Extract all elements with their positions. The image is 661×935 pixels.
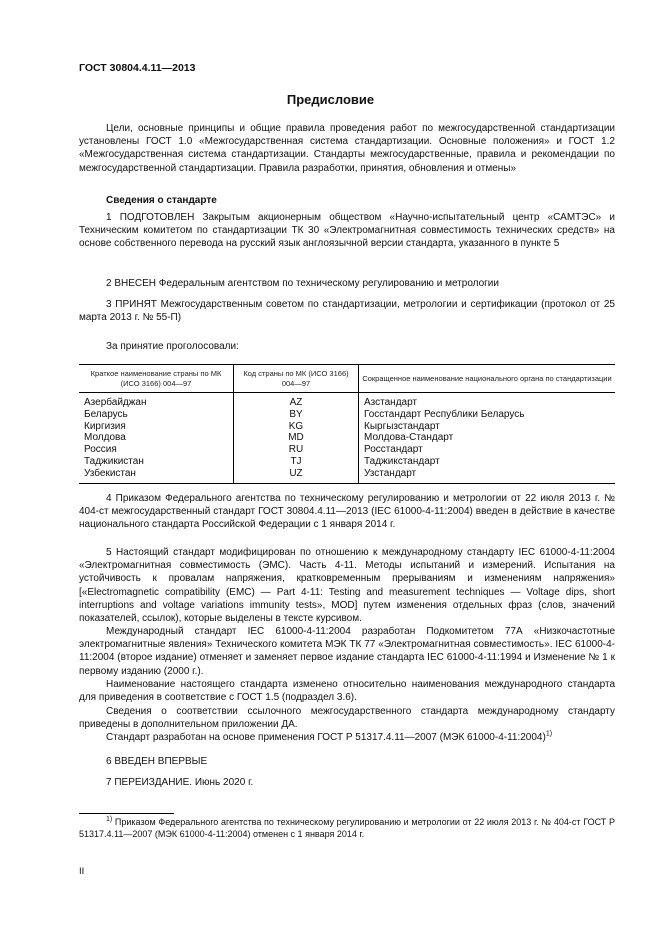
paragraph-6: 6 ВВЕДЕН ВПЕРВЫЕ (106, 756, 208, 767)
intro-paragraph: Цели, основные принципы и общие правила проведения работ по межгосударственной стандартизации установлены ГОСТ 1.0 «Межгосударственная система стандартизации. Основные положения» и ГОСТ 1.2 «Межгосударственная система стандартизации. Стандарты межгосударственные, правила и рекомендации по межгосударственной стандартизации. Правила разработки, принятия, обновления и отмены» (79, 123, 615, 174)
code-cell: TJ (234, 456, 359, 468)
paragraph-4: 4 Приказом Федерального агентства по техническому регулированию и метрологии от 22 июля 2013 г. № 404-ст межгосударственный стандарт ГОСТ 30804.4.11—2013 (IEC 61000-4-11:2004) введен в действие в качестве национального стандарта Российской Федерации с 1 января 2014 г. (79, 493, 615, 531)
country-cell: Таджикистан (79, 456, 234, 468)
code-cell: RU (234, 444, 359, 456)
code-cell: AZ (234, 393, 359, 409)
paragraph-5-name-change: Наименование настоящего стандарта изменено относительно наименования международного стандарта для приведения в соответствие с ГОСТ 1.5 (подраздел 3.6). (79, 679, 615, 704)
country-cell: Беларусь (79, 409, 234, 421)
paragraph-3: 3 ПРИНЯТ Межгосударственным советом по стандартизации, метрологии и сертификации (протокол от 25 марта 2013 г. № 55-П) (79, 299, 615, 324)
code-cell: UZ (234, 468, 359, 483)
paragraph-5-annex: Сведения о соответствии ссылочного межгосударственного стандарта международному стандарту приведены в дополнительном приложении ДА. (79, 706, 615, 731)
table-row (79, 421, 615, 433)
code-cell: BY (234, 409, 359, 421)
page-title: Предисловие (286, 92, 375, 107)
code-cell: KG (234, 421, 359, 433)
country-cell: Азербайджан (79, 393, 234, 409)
footnote (79, 816, 615, 840)
table-header-code: Код страны по МК (ИСО 3166) 004—97 (234, 365, 359, 393)
body-cell: Росстандарт (364, 444, 423, 456)
table-row (79, 456, 615, 468)
basis-text: Стандарт разработан на основе применения ГОСТ Р 51317.4.11—2007 (МЭК 61000-4-11:2004) (106, 732, 546, 743)
document-code: ГОСТ 30804.4.11—2013 (79, 62, 196, 74)
table-row (79, 432, 615, 444)
paragraph-1: 1 ПОДГОТОВЛЕН Закрытым акционерным обществом «Научно-испытательный центр «САМТЭС» и Техническим комитетом по стандартизации ТК 30 «Электромагнитная совместимость технических средств» на основе собственного перевода на русский язык англоязычной версии стандарта, указанного в пункте 5 (79, 212, 615, 250)
body-cell: Кыргызстандарт (364, 420, 440, 432)
table-header-row (79, 365, 615, 393)
paragraph-5-international-standard: Международный стандарт IEC 61000-4-11:2004 разработан Подкомитетом 77А «Низкочастотные электромагнитные явления» Технического комитета МЭК ТК 77 «Электромагнитная совместимость». IEC 61000-4-11:2004 (второе издание) отменяет и заменяет первое издание стандарта IEC 61000-4-11:1994 и Изменение № 1 к первому изданию (2000 г.). (79, 626, 615, 677)
vote-label: За принятие проголосовали: (106, 341, 239, 352)
footnote-text: Приказом Федерального агентства по техническому регулированию и метрологии от 22 июля 2013 г. № 404-ст ГОСТ Р 51317.4.11—2007 (МЭК 61000-4-11:2004) отменен с 1 января 2014 г. (79, 817, 615, 839)
code-cell: MD (234, 432, 359, 444)
paragraph-2: 2 ВНЕСЕН Федеральным агентством по техническому регулированию и метрологии (106, 278, 499, 289)
body-cell: Госстандарт Республики Беларусь (364, 408, 525, 420)
country-cell: Молдова (79, 432, 234, 444)
table-row (79, 393, 615, 409)
country-cell: Узбекистан (79, 468, 234, 483)
table-header-country: Краткое наименование страны по МК (ИСО 3166) 004—97 (79, 365, 234, 393)
page-number: II (79, 866, 85, 877)
footnote-reference[interactable]: 1) (545, 730, 553, 738)
footnote-mark: 1) (106, 816, 113, 823)
voting-table (79, 364, 615, 484)
country-cell: Киргизия (79, 421, 234, 433)
paragraph-7: 7 ПЕРЕИЗДАНИЕ. Июнь 2020 г. (106, 777, 254, 788)
body-cell: Таджикстандарт (364, 455, 440, 467)
footnote-separator (79, 813, 174, 814)
table-row (79, 409, 615, 421)
section-heading: Сведения о стандарте (106, 195, 217, 206)
paragraph-5: 5 Настоящий стандарт модифицирован по отношению к международному стандарту IEC 61000-4-11:2004 «Электромагнитная совместимость (ЭМС). Часть 4-11. Методы испытаний и измерений. Испытания на устойчивость к провалам напряжения, кратковременным прерываниям и изменениям напряжения» [«Electromagnetic compatibility (EMC) — Part 4-11: Testing and measurement techniques — Voltage dips, short interruptions and voltage variations immunity tests», MOD] путем изменения отдельных фраз (слов, значений показателей, ссылок), которые выделены в тексте курсивом. (79, 547, 615, 625)
country-cell: Россия (79, 444, 234, 456)
body-cell: Азстандарт (364, 397, 418, 408)
table-header-body: Сокращенное наименование национального органа по стандартизации (359, 365, 616, 393)
table-row (79, 468, 615, 483)
paragraph-5-basis (79, 731, 615, 744)
body-cell: Молдова-Стандарт (364, 432, 454, 444)
table-row (79, 444, 615, 456)
body-cell: Узстандарт (359, 468, 616, 483)
